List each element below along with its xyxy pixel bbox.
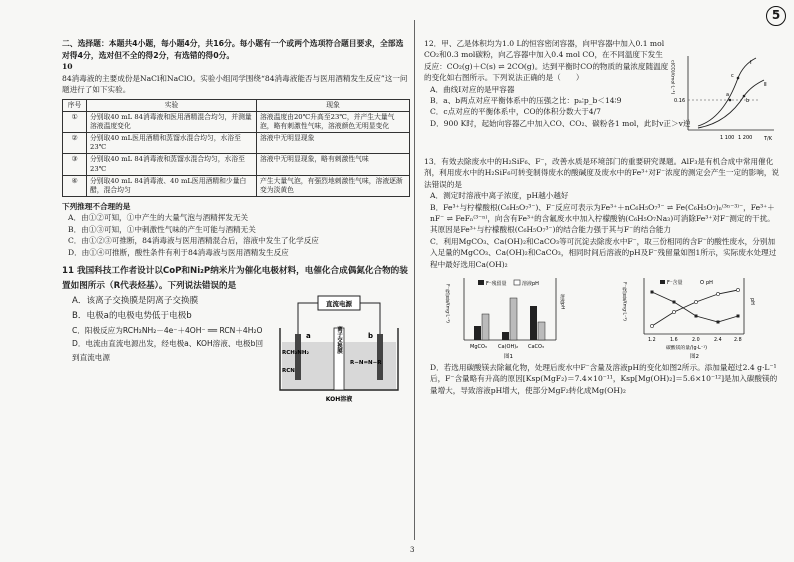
- q12-curve-label-2: Ⅱ: [764, 82, 767, 88]
- left-column: [62, 38, 410, 538]
- q12-curve-label-1: Ⅰ: [750, 60, 752, 66]
- q12-option-a: A．曲线Ⅰ对应的是甲容器: [430, 84, 515, 94]
- species-azo: R−N=N−R: [350, 360, 382, 367]
- electrolyte-label: KOH溶液: [325, 396, 353, 404]
- q12-option-d: D．900 K时，起始向容器乙中加入CO、CO₂、碳粉各1 mol，此时v正＞v逆: [430, 118, 691, 128]
- fig2-legend-2: pH: [706, 279, 713, 286]
- fig2-legend-1: F⁻含量: [667, 279, 683, 286]
- q13-stem: 13．有效去除废水中的H₂SiF₆、F⁻，改善水质是环境部门的重要研究课题。AlF₃是有机合成中常用催化剂，利用废水中的H₂SiF₆可转变制得废水的酸碱度及废水中的Fe³⁺对F⁻浓度的测定会产生一定的影响，说法错误的是: [424, 157, 780, 189]
- q12-stem: 12．甲、乙是体积均为1.0 L的恒容密闭容器，向甲容器中加入0.1 mol CO₂和0.3 mol碳粉，向乙容器中加入0.4 mol CO，在不同温度下发生反应：CO₂(g)＋C(s) ⇌ 2CO(g)。达到平衡时CO的物质的量浓度随温度的变化如右图所示。下列说法正确的是（ ）: [424, 39, 669, 83]
- row-no: ③: [63, 154, 87, 175]
- q10-intro: 84消毒液的主要成份是NaCl和NaClO。实验小组同学围绕“84消毒液能否与医用酒精发生反应”这一问题进行了如下实验。: [62, 73, 408, 95]
- fig1-bar: [538, 322, 545, 340]
- q12-xtick-1: 1 100: [720, 135, 735, 141]
- fig2-xtick: 2.8: [734, 337, 742, 343]
- fig2-point: [672, 310, 675, 313]
- q11-option-c: C．阳极反应为RCH₂NH₂－4e⁻＋4OH⁻ ══ RCN＋4H₂O: [72, 326, 263, 336]
- fig1-category: Ca(OH)₂: [498, 343, 519, 350]
- corner-page-mark: 5: [766, 6, 786, 26]
- q10-option-a: A．由①②可知，①中产生的大量气泡与酒精挥发无关: [68, 213, 249, 223]
- table-head-obs: 现象: [257, 99, 410, 111]
- power-supply-label: 直流电源: [326, 300, 352, 309]
- q11-stem-text: 我国科技工作者设计以CoP和Ni₂P纳米片为催化电极材料，电催化合成偶氮化合物的装置如图所示（R代表烃基）。下列说法错误的是: [62, 266, 408, 292]
- row-exp: 分别取40 mL医用酒精和蒸馏水混合均匀，水浴至23℃: [87, 133, 257, 154]
- table-header-row: [63, 99, 410, 111]
- q11-option-d: D．电流由直流电源出发，经电极a、KOH溶液、电极b回到直流电源: [72, 339, 264, 362]
- q11-stem: [62, 264, 410, 294]
- fig1-bar: [530, 306, 537, 340]
- q13-figures: [424, 270, 780, 362]
- electrolysis-apparatus-figure: [270, 294, 408, 404]
- row-no: ④: [63, 175, 87, 196]
- fig2-point: [736, 288, 739, 291]
- table-head-exp: 实验: [87, 99, 257, 111]
- electrode-b: [377, 334, 383, 380]
- q12-point-a: [729, 99, 732, 102]
- fig1-category: MgCO₃: [470, 343, 487, 350]
- q13-option-b: B．Fe³⁺与柠檬酸根(C₆H₅O₇³⁻)、F⁻反应可表示为Fe³⁺＋nC₆H₅O₇³⁻ ⇌ Fe(C₆H₅O₇)ₙ⁽³ⁿ⁻³⁾⁻，Fe³⁺＋nF⁻ ⇌ FeFₙ⁽³⁻ⁿ⁾，向含有Fe³⁺的含氟废水中加入柠檬酸钠(C₆H₅O₇Na₃)可消除Fe³⁺对F⁻测定的干扰。其原因是Fe³⁺与柠檬酸根(C₆H₅O₇³⁻)的结合能力强于其与F⁻的结合能力: [430, 202, 775, 235]
- fig1-legend-swatch-1: [478, 280, 484, 285]
- fig2-xtick: 1.6: [670, 337, 678, 343]
- fig2-series-ph-line: [652, 290, 738, 326]
- q12-equilibrium-graph: [668, 50, 778, 146]
- q12-option-b: B．a、b两点对应平衡体系中的压强之比：pₐ∶p_b＜14∶9: [430, 95, 622, 105]
- fig2-xtick: 1.2: [648, 337, 656, 343]
- row-exp: 分别取40 mL 84消毒液和医用酒精混合均匀，并测量溶液温度变化: [87, 111, 257, 132]
- q13-option-a: A．测定时溶液中离子浓度，pH越小越好: [430, 191, 569, 201]
- q11-options-with-figure: [62, 294, 410, 414]
- q12-point-b-label: b: [746, 98, 750, 104]
- q10-stem: 下列推理不合理的是: [62, 202, 131, 212]
- fig2-ylabel: F⁻残留量/(mg·L⁻¹): [621, 281, 627, 321]
- electrode-b-label: b: [368, 332, 374, 341]
- fig1-legend-swatch-2: [514, 280, 520, 285]
- q12-point-a-label: a: [726, 92, 730, 98]
- table-row: [63, 111, 410, 132]
- fig1-legend-1: F⁻残留量: [486, 280, 507, 287]
- species-rcn: RCN: [282, 368, 295, 375]
- table-row: [63, 133, 410, 154]
- right-column: [424, 38, 780, 538]
- q10-number: 10: [62, 62, 73, 72]
- row-obs: 溶液中无明显现象: [257, 133, 410, 154]
- q12-xlabel: T/K: [764, 136, 773, 142]
- fig1-caption: 图1: [504, 353, 513, 360]
- fig1-bar: [474, 326, 481, 340]
- species-rch2nh2: RCH₂NH₂: [282, 350, 309, 357]
- row-obs: 溶液中无明显现象，略有刺激性气味: [257, 154, 410, 175]
- fig2-xlabel: 碳酸镁的量/(g·L⁻¹): [666, 345, 708, 351]
- table-row: [63, 175, 410, 196]
- q13-fig2-line-chart: [620, 272, 770, 360]
- fig1-legend-2: 溶液pH: [522, 280, 539, 287]
- q12-block: [424, 38, 780, 150]
- row-exp: 分别取40 mL 84消毒液和蒸馏水混合均匀，水浴至23℃: [87, 154, 257, 175]
- q12-ytick: 0.16: [674, 98, 686, 104]
- q11-option-a: A．该离子交换膜是阴离子交换膜: [72, 296, 199, 307]
- row-obs: 溶液温度由20℃升高至23℃，并产生大量气泡，略有刺激性气味，溶液颜色无明显变化: [257, 111, 410, 132]
- fig2-point: [673, 300, 676, 303]
- q12-point-b: [743, 95, 746, 98]
- fig2-point: [717, 320, 720, 323]
- membrane-label: 离子交换膜: [336, 326, 342, 354]
- q11-block: [62, 264, 410, 414]
- fig1-bar: [510, 298, 517, 340]
- row-obs: 产生大量气泡，有强烈地刺激性气味，溶液逐渐变为淡黄色: [257, 175, 410, 196]
- q12-curve-2: [698, 80, 764, 128]
- fig2-point: [737, 314, 740, 317]
- table-head-no: 序号: [63, 99, 87, 111]
- q12-option-c: C．c点对应的平衡体系中，CO的体积分数大于4/7: [430, 107, 602, 117]
- fig1-y2label: 溶液pH: [559, 293, 565, 310]
- fig2-point: [650, 324, 653, 327]
- row-no: ①: [63, 111, 87, 132]
- q12-point-c-label: c: [731, 73, 734, 79]
- section-header: 二、选择题：本题共4小题，每小题4分，共16分。每小题有一个或两个选项符合题目要求，全部选对得4分，选对但不全的得2分，有选错的得0分。: [62, 39, 404, 60]
- electrode-a: [295, 334, 301, 380]
- fig2-point: [716, 292, 719, 295]
- q13-fig1-bar-chart: [444, 272, 574, 360]
- fig2-point: [695, 314, 698, 317]
- q12-ylabel: c(CO)/(mol·L⁻¹): [669, 60, 675, 95]
- fig2-xtick: 2.4: [714, 337, 722, 343]
- q10-option-d: D．由①④可推断，酸性条件有利于84消毒液与医用酒精发生反应: [68, 247, 289, 257]
- q12-xtick-2: 1 200: [738, 135, 753, 141]
- q10-experiment-table: [62, 99, 410, 198]
- q13-option-c: C．利用MgCO₃、Ca(OH)₂和CaCO₃等可沉淀去除废水中F⁻，取三份相同的含F⁻的酸性废水，分别加入足量的MgCO₃、Ca(OH)₂和CaCO₃，相同时间后溶液的pH及F⁻残留量如图1所示，实际废水处理过程中最好选用Ca(OH)₂: [430, 236, 777, 269]
- fig1-bar: [502, 332, 509, 340]
- q10-option-c: C．由①②③可推断，84消毒液与医用酒精混合后，溶液中发生了化学反应: [68, 236, 319, 246]
- row-exp: 分别取40 mL 84消毒液、40 mL医用酒精和少量白醋，混合均匀: [87, 175, 257, 196]
- fig2-point: [651, 290, 654, 293]
- fig2-xtick: 2.0: [692, 337, 700, 343]
- q13-option-d: D．若选用碳酸镁去除氟化物，处理后废水中F⁻含量及溶液pH的变化如图2所示。添加量超过2.4 g·L⁻¹后，F⁻含量略有升高的原因[Ksp(MgF₂)＝7.4×10⁻¹¹，Ksp[Mg(OH)₂]＝5.6×10⁻¹²]是加入碳酸镁的量增大，导致溶液pH增大，使部分MgF₂转化成Mg(OH)₂: [430, 362, 778, 395]
- q12-point-c: [737, 77, 740, 80]
- q11-option-b: B．电极a的电极电势低于电极b: [72, 311, 192, 322]
- fig2-caption: 图2: [690, 353, 699, 360]
- fig1-bar: [482, 314, 489, 340]
- fig2-point: [694, 300, 697, 303]
- page-number: 3: [410, 546, 415, 554]
- electrode-a-label: a: [306, 332, 311, 341]
- fig2-legend-marker-2: [700, 280, 703, 283]
- fig1-category: CaCO₃: [528, 343, 544, 350]
- fig2-y2label: pH: [749, 297, 755, 305]
- q10-option-b: B．由①③可知，①中刺激性气味的产生可能与酒精无关: [68, 224, 256, 234]
- wire-left: [298, 303, 318, 334]
- column-divider: [414, 20, 415, 540]
- row-no: ②: [63, 133, 87, 154]
- q11-number: 11: [62, 266, 74, 277]
- wire-right: [360, 303, 380, 334]
- table-row: [63, 154, 410, 175]
- fig2-legend-swatch-1: [660, 280, 665, 284]
- fig1-ylabel: F⁻残留量/(mg·L⁻¹): [444, 283, 450, 323]
